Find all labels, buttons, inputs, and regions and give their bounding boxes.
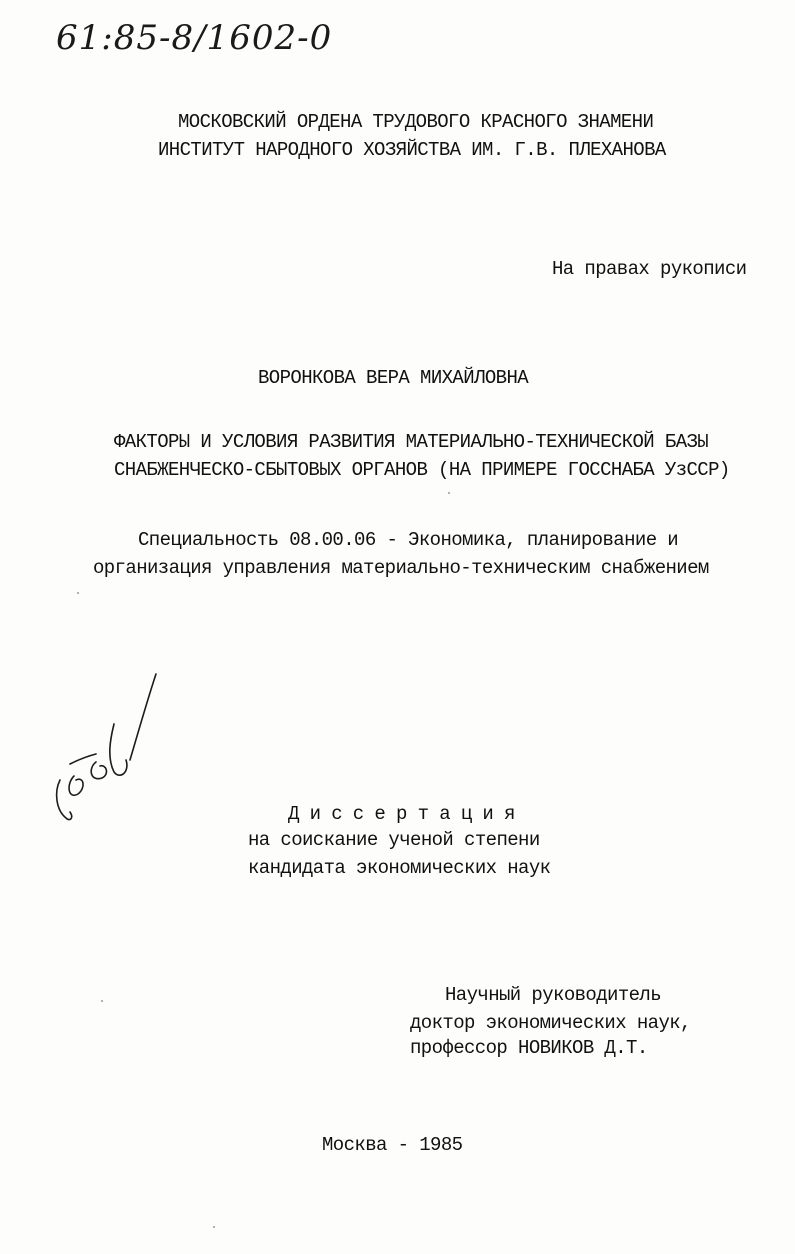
specialty-line-1: Специальность 08.00.06 - Экономика, планирование и [138,529,679,551]
institution-line-2: ИНСТИТУТ НАРОДНОГО ХОЗЯЙСТВА ИМ. Г.В. ПЛЕХАНОВА [158,139,666,161]
institution-line-1: МОСКОВСКИЙ ОРДЕНА ТРУДОВОГО КРАСНОГО ЗНАМЕНИ [178,111,654,133]
title-line-1: ФАКТОРЫ И УСЛОВИЯ РАЗВИТИЯ МАТЕРИАЛЬНО-ТЕХНИЧЕСКОЙ БАЗЫ [114,431,709,453]
paper-speck [101,1000,103,1002]
handwritten-archive-code: 61:85-8/1602-0 [56,18,333,58]
paper-speck [77,592,79,594]
author-name: ВОРОНКОВА ВЕРА МИХАЙЛОВНА [258,367,529,389]
place-and-year: Москва - 1985 [322,1134,463,1156]
dissertation-degree-line-2: кандидата экономических наук [248,857,551,879]
supervisor-line-2: доктор экономических наук, [410,1012,691,1034]
title-line-2: СНАБЖЕНЧЕСКО-СБЫТОВЫХ ОРГАНОВ (НА ПРИМЕРЕ ГОССНАБА УзССР) [114,459,730,481]
paper-speck [448,492,450,494]
dissertation-degree-line-1: на соискание ученой степени [248,829,540,851]
dissertation-heading: Д и с с е р т а ц и я [288,803,515,825]
manuscript-rights-note: На правах рукописи [552,258,747,280]
specialty-line-2: организация управления материально-техническим снабжением [93,557,709,579]
paper-speck [213,1226,215,1228]
supervisor-line-1: Научный руководитель [445,984,662,1006]
supervisor-line-3: профессор НОВИКОВ Д.Т. [410,1037,648,1059]
handwritten-signature [44,668,174,838]
